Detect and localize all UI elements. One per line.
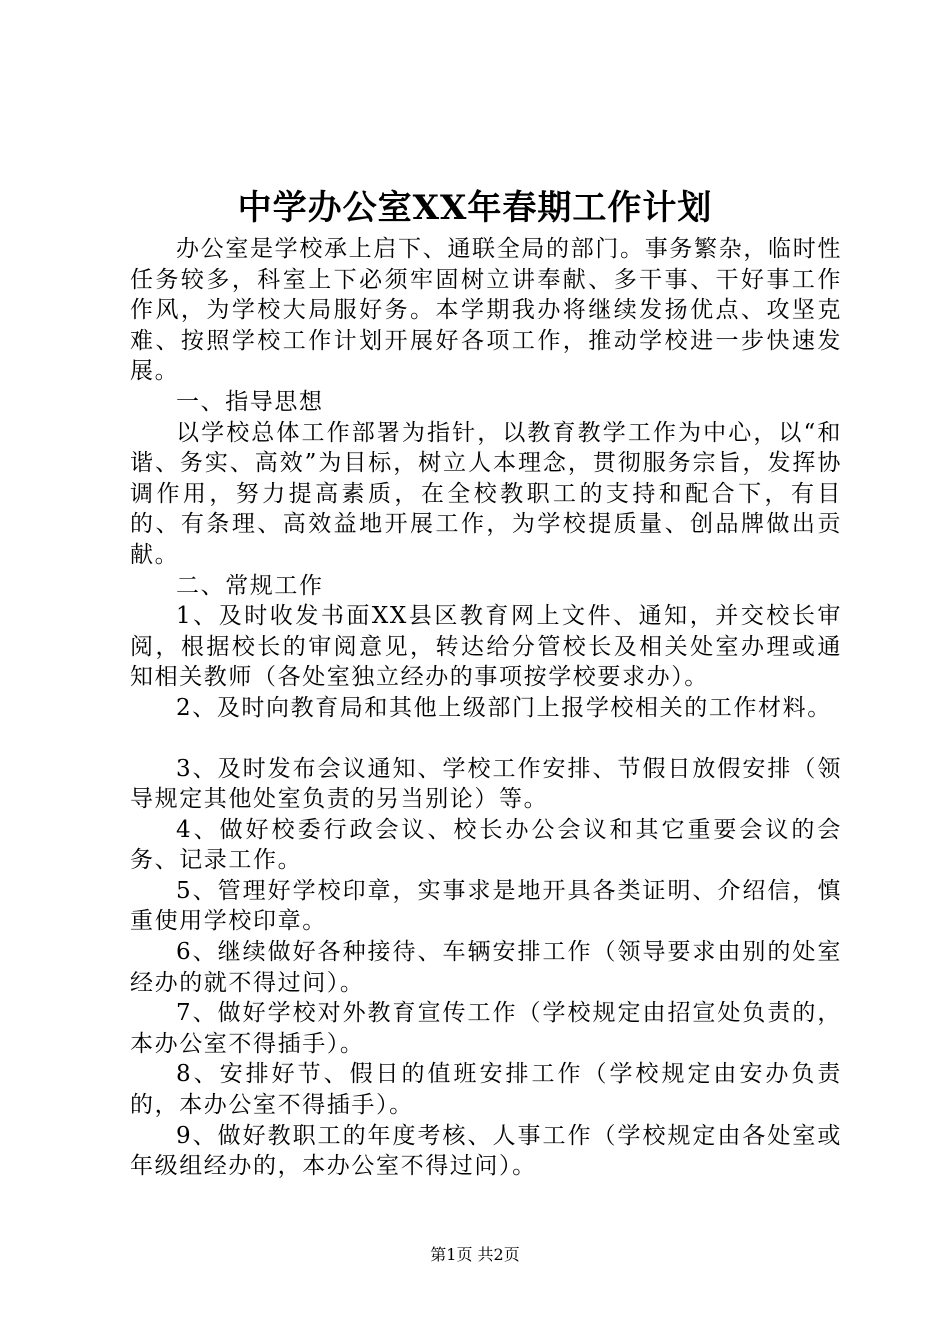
routine-item-2: 2、及时向教育局和其他上级部门上报学校相关的工作材料。 <box>176 694 832 721</box>
routine-item-8: 8、安排好节、假日的值班安排工作（学校规定由安办负责的，本办公室不得插手）。 <box>130 1061 842 1119</box>
section-heading-routine-work: 二、常规工作 <box>176 572 324 599</box>
routine-item-3: 3、及时发布会议通知、学校工作安排、节假日放假安排（领导规定其他处室负责的另当别论）等。 <box>130 755 842 813</box>
routine-item-4: 4、做好校委行政会议、校长办公会议和其它重要会议的会务、记录工作。 <box>130 816 842 874</box>
routine-item-9: 9、做好教职工的年度考核、人事工作（学校规定由各处室或年级组经办的，本办公室不得过问）。 <box>130 1122 842 1180</box>
routine-item-6: 6、继续做好各种接待、车辆安排工作（领导要求由别的处室经办的就不得过问）。 <box>130 939 842 996</box>
routine-item-5: 5、管理好学校印章，实事求是地开具各类证明、介绍信，慎重使用学校印章。 <box>130 877 842 935</box>
guiding-thought-paragraph: 以学校总体工作部署为指针，以教育教学工作为中心，以“和谐、务实、高效”为目标，树立人本理念，贯彻服务宗旨，发挥协调作用，努力提高素质，在全校教职工的支持和配合下，有目的、有条理、高效益地开展工作，为学校提质量、创品牌做出贡献。 <box>130 419 842 568</box>
document-body <box>130 234 842 1182</box>
section-heading-guiding-thought: 一、指导思想 <box>176 388 324 415</box>
routine-item-7: 7、做好学校对外教育宣传工作（学校规定由招宣处负责的，本办公室不得插手）。 <box>130 1000 842 1057</box>
intro-paragraph: 办公室是学校承上启下、通联全局的部门。事务繁杂，临时性任务较多，科室上下必须牢固树立讲奉献、多干事、干好事工作作风，为学校大局服好务。本学期我办将继续发扬优点、攻坚克难、按照学校工作计划开展好各项工作，推动学校进一步快速发展。 <box>130 236 842 385</box>
document-title: 中学办公室XX年春期工作计划 <box>237 188 713 228</box>
page-number-footer: 第1页 共2页 <box>430 1245 520 1264</box>
routine-item-1: 1、及时收发书面XX县区教育网上文件、通知，并交校长审阅，根据校长的审阅意见，转达给分管校长及相关处室办理或通知相关教师（各处室独立经办的事项按学校要求办）。 <box>130 603 842 691</box>
